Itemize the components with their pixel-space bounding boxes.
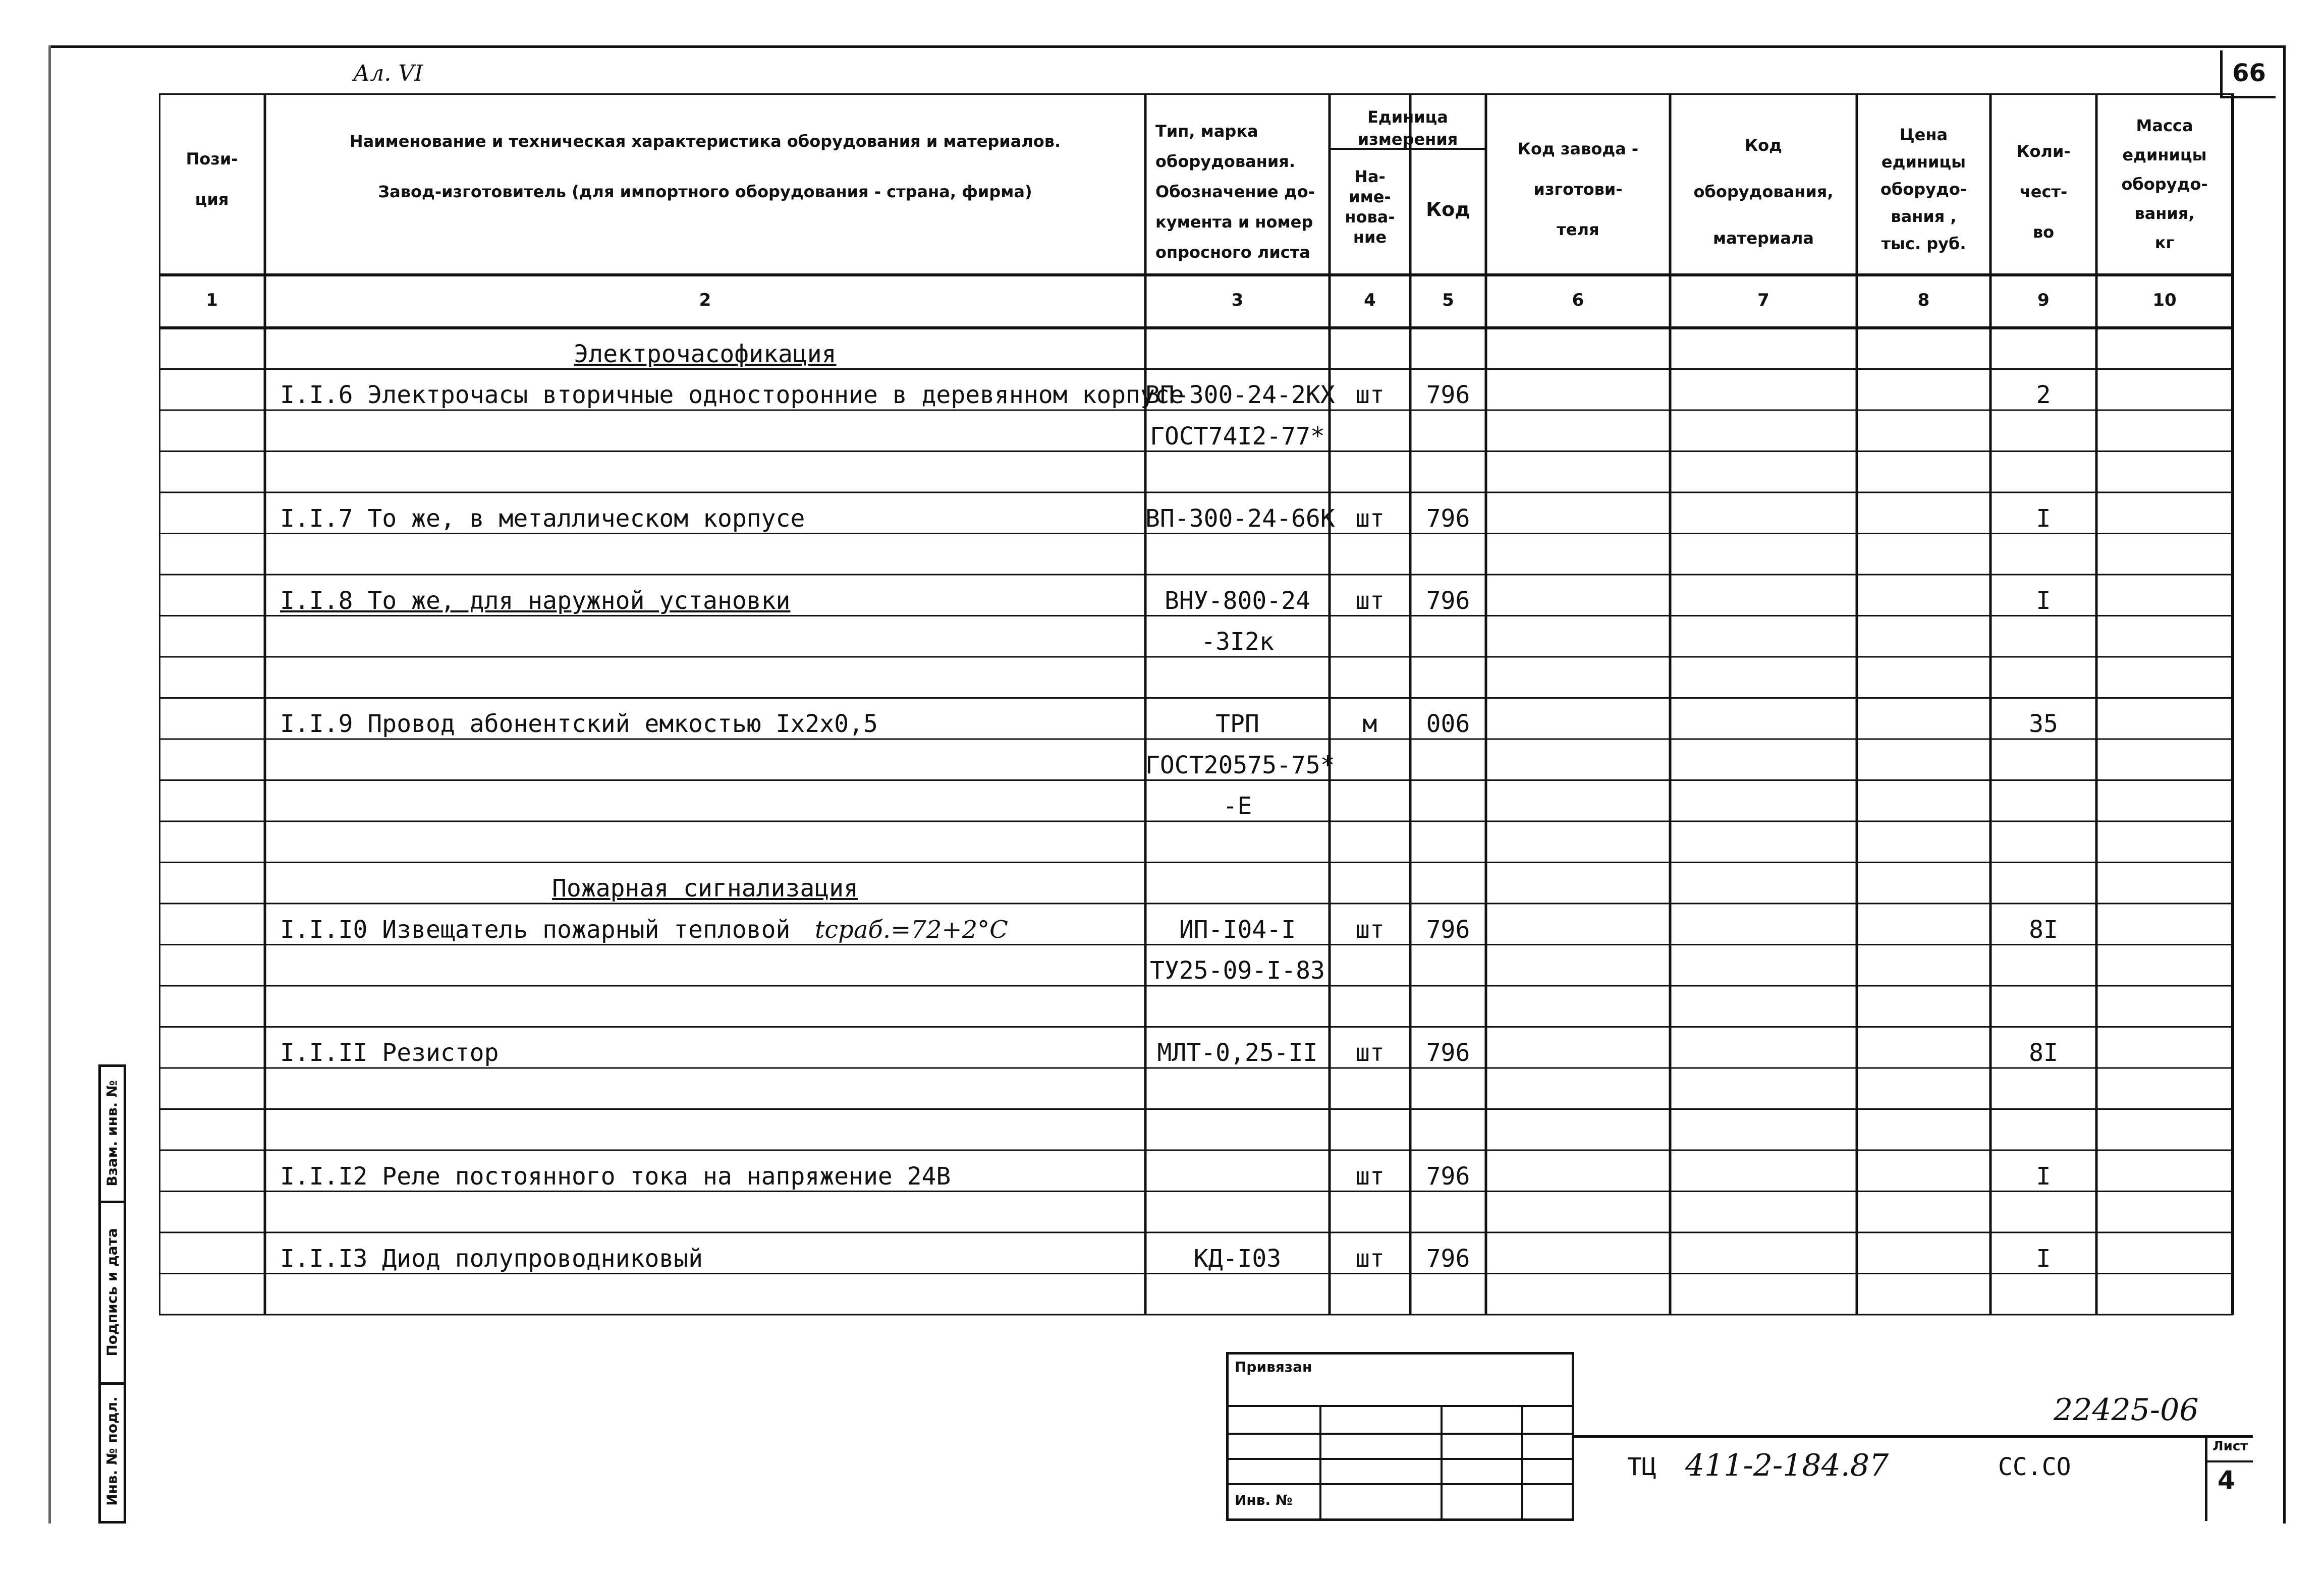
item-type: ВП-300-24-66К: [1145, 504, 1335, 533]
header-factory-code: Код завода - изготови- теля: [1517, 139, 1639, 239]
item-name: I.I.9 Провод абонентский емкостью Iх2х0,5: [280, 710, 878, 738]
section-heading: Пожарная сигнализация: [552, 874, 858, 903]
side-label-podpis-data: Подпись и дата: [103, 1228, 121, 1357]
table-row: [159, 739, 2253, 780]
item-type: ВНУ-800-24: [1165, 586, 1310, 615]
item-name: I.I.I2 Реле постоянного тока на напряжение 24В: [280, 1162, 951, 1191]
table-row: [159, 657, 2253, 698]
item-unit-code: 796: [1426, 915, 1470, 944]
item-qty: 8I: [2029, 915, 2058, 944]
header-qty: Коли- чест- во: [2016, 142, 2071, 242]
handwritten-number: 22425-06: [2054, 1392, 2199, 1428]
item-unit: шт: [1355, 915, 1385, 944]
item-unit: шт: [1355, 381, 1385, 409]
side-label-vzam-inv-no: Взам. инв. №: [103, 1080, 121, 1187]
item-name: I.I.8 То же, для наружной установки: [280, 586, 791, 615]
item-qty: I: [2036, 1244, 2051, 1273]
table-row: [159, 534, 2253, 575]
item-qty: I: [2036, 586, 2051, 615]
item-unit: шт: [1355, 504, 1385, 533]
sheet-label: Лист: [2212, 1439, 2248, 1454]
side-label-inv-no-podl: Инв. № подл.: [103, 1396, 121, 1506]
section-heading: Электрочасофикация: [574, 340, 837, 368]
item-type: ТУ25-09-I-83: [1150, 956, 1325, 985]
table-row: [159, 1192, 2253, 1233]
col-number-8: 8: [1917, 290, 1930, 310]
table-row: [159, 821, 2253, 863]
item-unit: шт: [1355, 586, 1385, 615]
item-type: МЛТ-0,25-II: [1157, 1039, 1318, 1067]
table-row: [159, 904, 2253, 945]
col-number-5: 5: [1442, 290, 1454, 310]
header-unit-code: Код: [1426, 198, 1470, 220]
table-row: [159, 492, 2253, 534]
table-row: [159, 1068, 2253, 1109]
table-row: [159, 1109, 2253, 1151]
item-qty: 35: [2029, 710, 2058, 738]
item-name: I.I.I0 Извещатель пожарный тепловой: [280, 915, 791, 944]
doc-number: 411-2-184.87: [1685, 1448, 1889, 1483]
table-row: [159, 616, 2253, 657]
item-extra: tсраб.=72+2°С: [815, 915, 1008, 944]
spec-table: [159, 93, 2253, 1329]
item-unit: шт: [1355, 1162, 1385, 1191]
binding-line: [48, 45, 51, 1524]
item-type: ГОСТ74I2-77*: [1150, 422, 1325, 450]
table-row: [159, 698, 2253, 740]
table-row: [159, 1150, 2253, 1192]
item-type: ГОСТ20575-75*: [1145, 751, 1335, 779]
table-row: [159, 410, 2253, 452]
sheet-number: 4: [2218, 1465, 2235, 1495]
col-number-4: 4: [1364, 290, 1376, 310]
item-unit-code: 796: [1426, 1039, 1470, 1067]
corner-mark: Ал. VI: [353, 61, 423, 86]
table-row: [159, 1274, 2253, 1315]
table-row: [159, 328, 2253, 369]
item-unit: шт: [1355, 1039, 1385, 1067]
item-qty: 2: [2036, 381, 2051, 409]
header-unit-name: На- име- нова- ние: [1345, 167, 1395, 247]
stamp-inv-no-label: Инв. №: [1235, 1492, 1293, 1508]
header-equip-code: Код оборудования, материала: [1693, 136, 1834, 248]
item-qty: I: [2036, 504, 2051, 533]
col-number-3: 3: [1231, 290, 1244, 310]
stamp-privyazan-box: [1226, 1352, 1574, 1521]
item-name: I.I.II Резистор: [280, 1039, 499, 1067]
col-number-2: 2: [699, 290, 711, 310]
item-name: I.I.7 То же, в металлическом корпусе: [280, 504, 805, 533]
doc-code: ТЦ: [1627, 1453, 1656, 1481]
table-row: [159, 452, 2253, 493]
item-type: КД-I03: [1193, 1244, 1282, 1273]
item-type: ИП-I04-I: [1179, 915, 1296, 944]
table-row: [159, 369, 2253, 411]
header-name: Наименование и техническая характеристика оборудования и материалов. Завод-изготовитель (для импортного оборудования - страна, фирма): [349, 132, 1061, 201]
header-mass: Масса единицы оборудо- вания, кг: [2121, 116, 2208, 252]
item-qty: 8I: [2029, 1039, 2058, 1067]
col-number-7: 7: [1757, 290, 1769, 310]
item-qty: I: [2036, 1162, 2051, 1191]
item-unit-code: 796: [1426, 1162, 1470, 1191]
stamp-top-line: [1572, 1435, 2253, 1438]
col-number-1: 1: [206, 290, 218, 310]
header-price: Цена единицы оборудо- вания , тыс. руб.: [1880, 125, 1967, 253]
table-row: [159, 1027, 2253, 1068]
table-row: [159, 780, 2253, 822]
item-type: -3I2к: [1201, 628, 1274, 656]
item-type: ТРП: [1215, 710, 1259, 738]
sheet-corner-number: 66: [2220, 50, 2276, 98]
header-type: Тип, марка оборудования. Обозначение до- кумента и номер опросного листа: [1155, 122, 1315, 262]
item-unit-code: 006: [1426, 710, 1470, 738]
table-row: [159, 1232, 2253, 1274]
header-unit: Единица измерения: [1357, 107, 1458, 149]
col-number-9: 9: [2037, 290, 2050, 310]
table-row: [159, 575, 2253, 616]
header-pos: Пози- ция: [186, 149, 238, 209]
item-name: I.I.6 Электрочасы вторичные односторонние в деревянном корпусе: [280, 381, 1184, 409]
item-unit: м: [1362, 710, 1377, 738]
col-number-10: 10: [2152, 290, 2177, 310]
table-row: [159, 863, 2253, 904]
table-row: [159, 945, 2253, 986]
doc-suffix: СС.СО: [1998, 1453, 2071, 1481]
item-unit-code: 796: [1426, 586, 1470, 615]
item-name: I.I.I3 Диод полупроводниковый: [280, 1244, 703, 1273]
item-unit-code: 796: [1426, 504, 1470, 533]
item-type: -Е: [1223, 792, 1252, 820]
item-unit-code: 796: [1426, 1244, 1470, 1273]
item-unit-code: 796: [1426, 381, 1470, 409]
item-unit: шт: [1355, 1244, 1385, 1273]
col-number-6: 6: [1572, 290, 1584, 310]
stamp-privyazan-label: Привязан: [1235, 1359, 1312, 1375]
item-type: ВП-300-24-2КХ: [1145, 381, 1335, 409]
table-row: [159, 986, 2253, 1027]
